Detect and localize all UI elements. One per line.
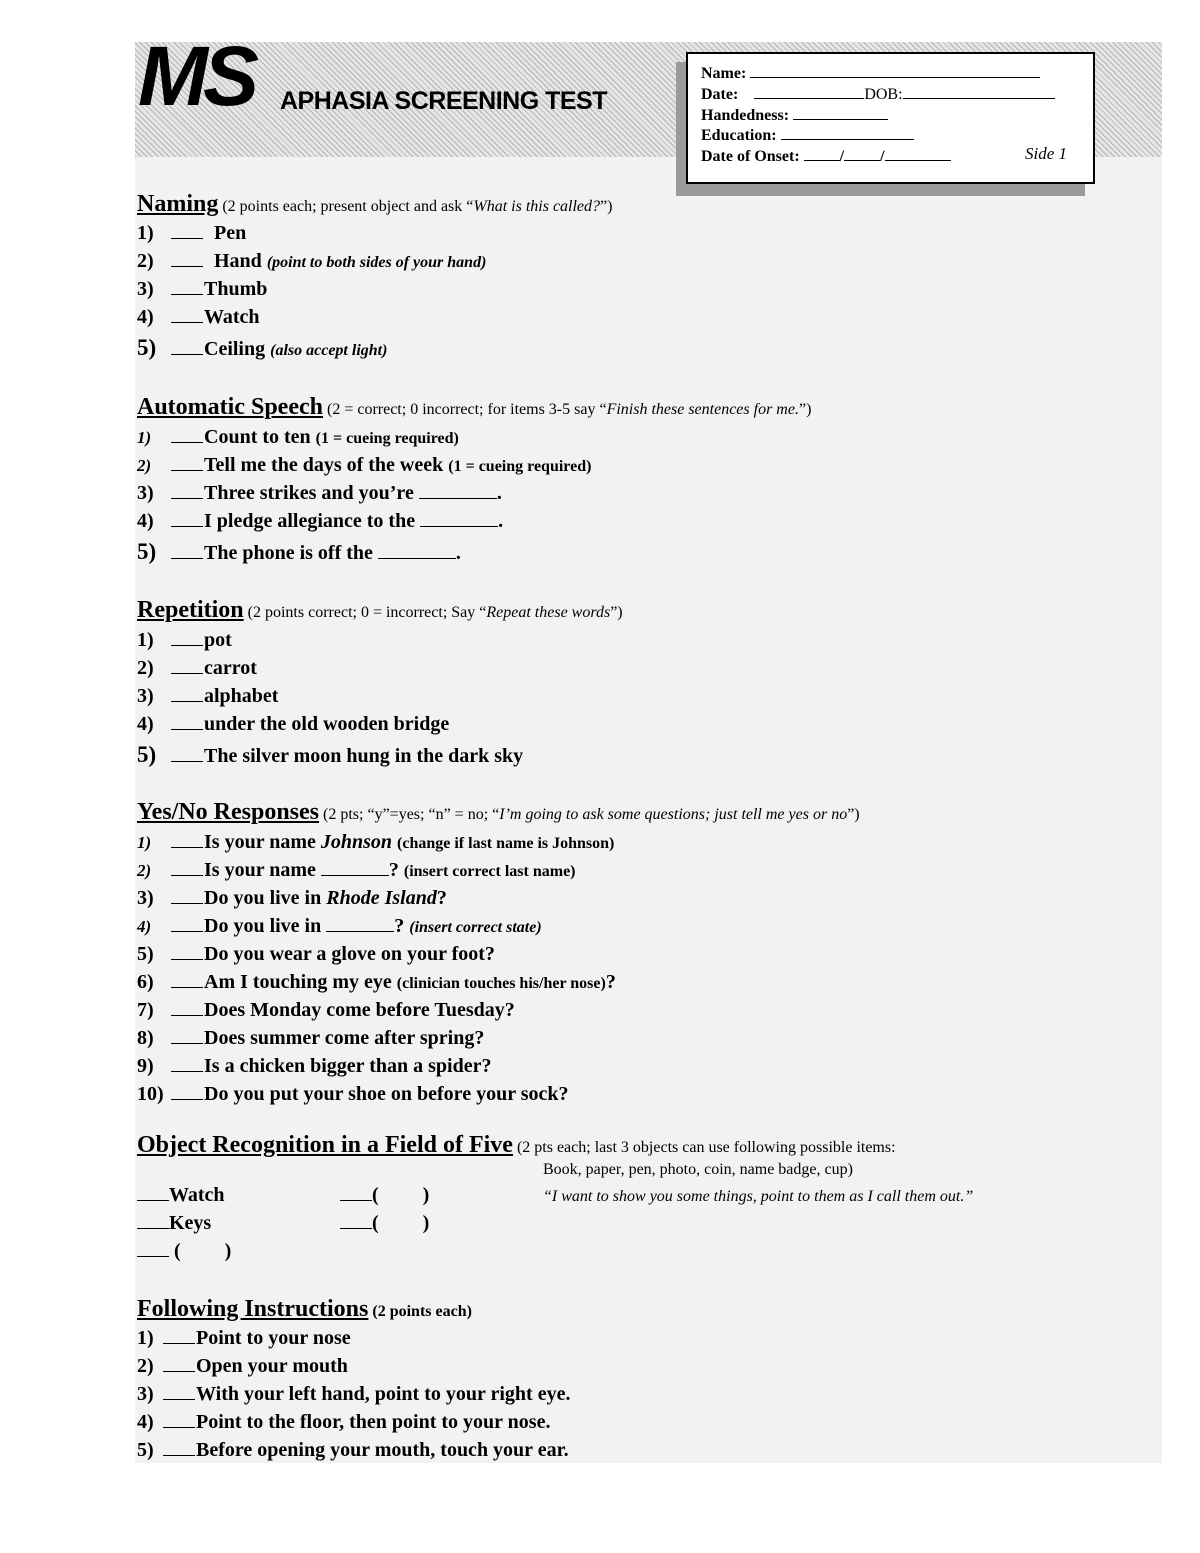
automatic-item-3: 3) Three strikes and you’re .	[137, 482, 502, 504]
yesno-item-5: 5) Do you wear a glove on your foot?	[137, 943, 495, 965]
naming-heading	[137, 190, 612, 218]
automatic-item-4: 4) I pledge allegiance to the .	[137, 510, 504, 532]
answer-blank[interactable]	[419, 480, 497, 499]
score-blank[interactable]	[163, 1381, 195, 1400]
following-item-3: 3) With your left hand, point to your right eye.	[137, 1383, 571, 1405]
score-blank[interactable]	[163, 1409, 195, 1428]
yesno-item-7: 7) Does Monday come before Tuesday?	[137, 999, 515, 1021]
naming-item-2: 2) Hand (point to both sides of your hand)	[137, 250, 487, 272]
score-blank[interactable]	[171, 857, 203, 876]
repetition-item-2: 2) carrot	[137, 657, 257, 679]
score-blank[interactable]	[171, 913, 203, 932]
score-blank[interactable]	[171, 452, 203, 471]
object-item-custom: ( )	[340, 1182, 429, 1208]
onset-day-field[interactable]	[844, 145, 880, 161]
object-instruction-quote: “I want to show you some things, point to them as I call them out.”	[543, 1188, 974, 1205]
handedness-label: Handedness:	[701, 107, 790, 124]
name-field[interactable]	[750, 62, 1040, 78]
naming-item-3: 3) Thumb	[137, 278, 268, 300]
object-item-watch: Watch	[137, 1182, 225, 1208]
score-blank[interactable]	[171, 627, 203, 646]
score-blank[interactable]	[171, 424, 203, 443]
score-blank[interactable]	[163, 1353, 195, 1372]
following-item-2: 2) Open your mouth	[137, 1355, 348, 1377]
yes-no-heading	[137, 798, 860, 826]
yesno-item-8: 8) Does summer come after spring?	[137, 1027, 485, 1049]
item-note: (point to both sides of your hand)	[266, 254, 487, 271]
item-note: (change if last name is Johnson)	[397, 835, 615, 852]
score-blank[interactable]	[171, 276, 203, 295]
object-item-keys: Keys	[137, 1210, 211, 1236]
score-blank[interactable]	[171, 248, 203, 267]
handedness-field[interactable]	[793, 104, 888, 120]
dob-label: DOB:	[864, 86, 903, 103]
onset-month-field[interactable]	[804, 145, 840, 161]
score-blank[interactable]	[171, 683, 203, 702]
education-field[interactable]	[781, 124, 914, 140]
education-row	[701, 124, 914, 144]
answer-blank[interactable]	[326, 913, 394, 932]
item-note: (clinician touches his/her nose)	[396, 975, 606, 992]
score-blank[interactable]	[171, 1025, 203, 1044]
education-label: Education:	[701, 127, 777, 144]
item-note: (insert correct last name)	[403, 863, 576, 880]
answer-blank[interactable]	[321, 857, 389, 876]
section-instructions: (2 points each)	[368, 1303, 472, 1320]
following-item-5: 5) Before opening your mouth, touch your ear.	[137, 1439, 569, 1461]
automatic-item-2: 2) Tell me the days of the week (1 = cueing required)	[137, 454, 592, 476]
repetition-item-1: 1) pot	[137, 629, 232, 651]
yesno-item-4: 4) Do you live in ? (insert correct state)	[137, 915, 542, 937]
object-item-options: Book, paper, pen, photo, coin, name badge, cup)	[543, 1161, 853, 1178]
section-instructions: (2 points correct; 0 = incorrect; Say “Repeat these words”)	[243, 604, 623, 621]
section-title: Object Recognition in a Field of Five	[137, 1132, 513, 1158]
date-label: Date:	[701, 86, 739, 103]
section-title: Yes/No Responses	[137, 799, 320, 825]
section-title: Automatic Speech	[137, 394, 323, 420]
score-blank[interactable]	[171, 997, 203, 1016]
score-blank[interactable]	[137, 1210, 169, 1229]
section-title: Repetition	[137, 597, 244, 623]
date-field[interactable]	[754, 83, 864, 99]
item-note: (1 = cueing required)	[315, 430, 459, 447]
score-blank[interactable]	[171, 1081, 203, 1100]
answer-blank[interactable]	[420, 508, 498, 527]
score-blank[interactable]	[171, 885, 203, 904]
automatic-speech-heading	[137, 393, 811, 421]
section-instructions: (2 pts each; last 3 objects can use following possible items:	[512, 1139, 896, 1156]
object-item-custom: ( )	[340, 1210, 429, 1236]
score-blank[interactable]	[171, 480, 203, 499]
yesno-item-9: 9) Is a chicken bigger than a spider?	[137, 1055, 492, 1077]
section-title: Naming	[137, 191, 219, 217]
yesno-item-2: 2) Is your name ? (insert correct last name)	[137, 859, 576, 881]
handedness-row	[701, 104, 888, 124]
logo: MS	[138, 29, 254, 123]
score-blank[interactable]	[171, 829, 203, 848]
name-label: Name:	[701, 65, 747, 82]
score-blank[interactable]	[171, 941, 203, 960]
onset-year-field[interactable]	[885, 145, 951, 161]
score-blank[interactable]	[171, 711, 203, 730]
score-blank[interactable]	[171, 508, 203, 527]
score-blank[interactable]	[171, 220, 203, 239]
repetition-heading	[137, 596, 623, 624]
object-recognition-heading	[137, 1131, 896, 1159]
name-row	[701, 62, 1040, 82]
section-instructions: (2 points each; present object and ask “What is this called?”)	[218, 198, 613, 215]
item-note: (1 = cueing required)	[448, 458, 592, 475]
naming-item-5: 5) Ceiling (also accept light)	[137, 335, 388, 360]
section-title: Following Instructions	[137, 1296, 369, 1322]
score-blank[interactable]	[171, 336, 203, 355]
score-blank[interactable]	[137, 1238, 169, 1257]
score-blank[interactable]	[137, 1182, 169, 1201]
yesno-item-3: 3) Do you live in Rhode Island?	[137, 887, 447, 909]
score-blank[interactable]	[163, 1325, 195, 1344]
form-title: APHASIA SCREENING TEST	[280, 87, 608, 115]
section-instructions: (2 pts; “y”=yes; “n” = no; “I’m going to ask some questions; just tell me yes or no”)	[319, 806, 860, 823]
object-item-custom: ( )	[137, 1238, 231, 1264]
patient-info-box	[686, 52, 1095, 184]
following-item-1: 1) Point to your nose	[137, 1327, 351, 1349]
following-item-4: 4) Point to the floor, then point to your nose.	[137, 1411, 551, 1433]
onset-row	[701, 145, 951, 165]
side-label: Side 1	[1025, 144, 1068, 163]
score-blank[interactable]	[171, 655, 203, 674]
repetition-item-4: 4) under the old wooden bridge	[137, 713, 450, 735]
following-instructions-heading	[137, 1295, 472, 1323]
date-row	[701, 83, 1055, 103]
item-note: (also accept light)	[270, 342, 388, 359]
score-blank[interactable]	[163, 1437, 195, 1456]
naming-item-1: 1) Pen	[137, 222, 247, 244]
section-instructions: (2 = correct; 0 incorrect; for items 3-5 say “Finish these sentences for me.”)	[322, 401, 812, 418]
score-blank[interactable]	[171, 969, 203, 988]
naming-item-4: 4) Watch	[137, 306, 260, 328]
score-blank[interactable]	[171, 743, 203, 762]
item-note: (insert correct state)	[409, 919, 542, 936]
dob-field[interactable]	[903, 83, 1055, 99]
score-blank[interactable]	[171, 540, 203, 559]
score-blank[interactable]	[171, 304, 203, 323]
yesno-item-10: 10) Do you put your shoe on before your sock?	[137, 1083, 569, 1105]
answer-blank[interactable]	[378, 540, 456, 559]
repetition-item-5: 5) The silver moon hung in the dark sky	[137, 742, 524, 767]
automatic-item-5: 5) The phone is off the .	[137, 539, 461, 564]
score-blank[interactable]	[340, 1210, 372, 1229]
score-blank[interactable]	[171, 1053, 203, 1072]
onset-separator: /	[880, 148, 885, 165]
onset-label: Date of Onset:	[701, 148, 800, 165]
yesno-item-1: 1) Is your name Johnson (change if last name is Johnson)	[137, 831, 615, 853]
onset-separator: /	[839, 148, 845, 165]
repetition-item-3: 3) alphabet	[137, 685, 279, 707]
score-blank[interactable]	[340, 1182, 372, 1201]
automatic-item-1: 1) Count to ten (1 = cueing required)	[137, 426, 459, 448]
yesno-item-6: 6) Am I touching my eye (clinician touches his/her nose)?	[137, 971, 616, 993]
